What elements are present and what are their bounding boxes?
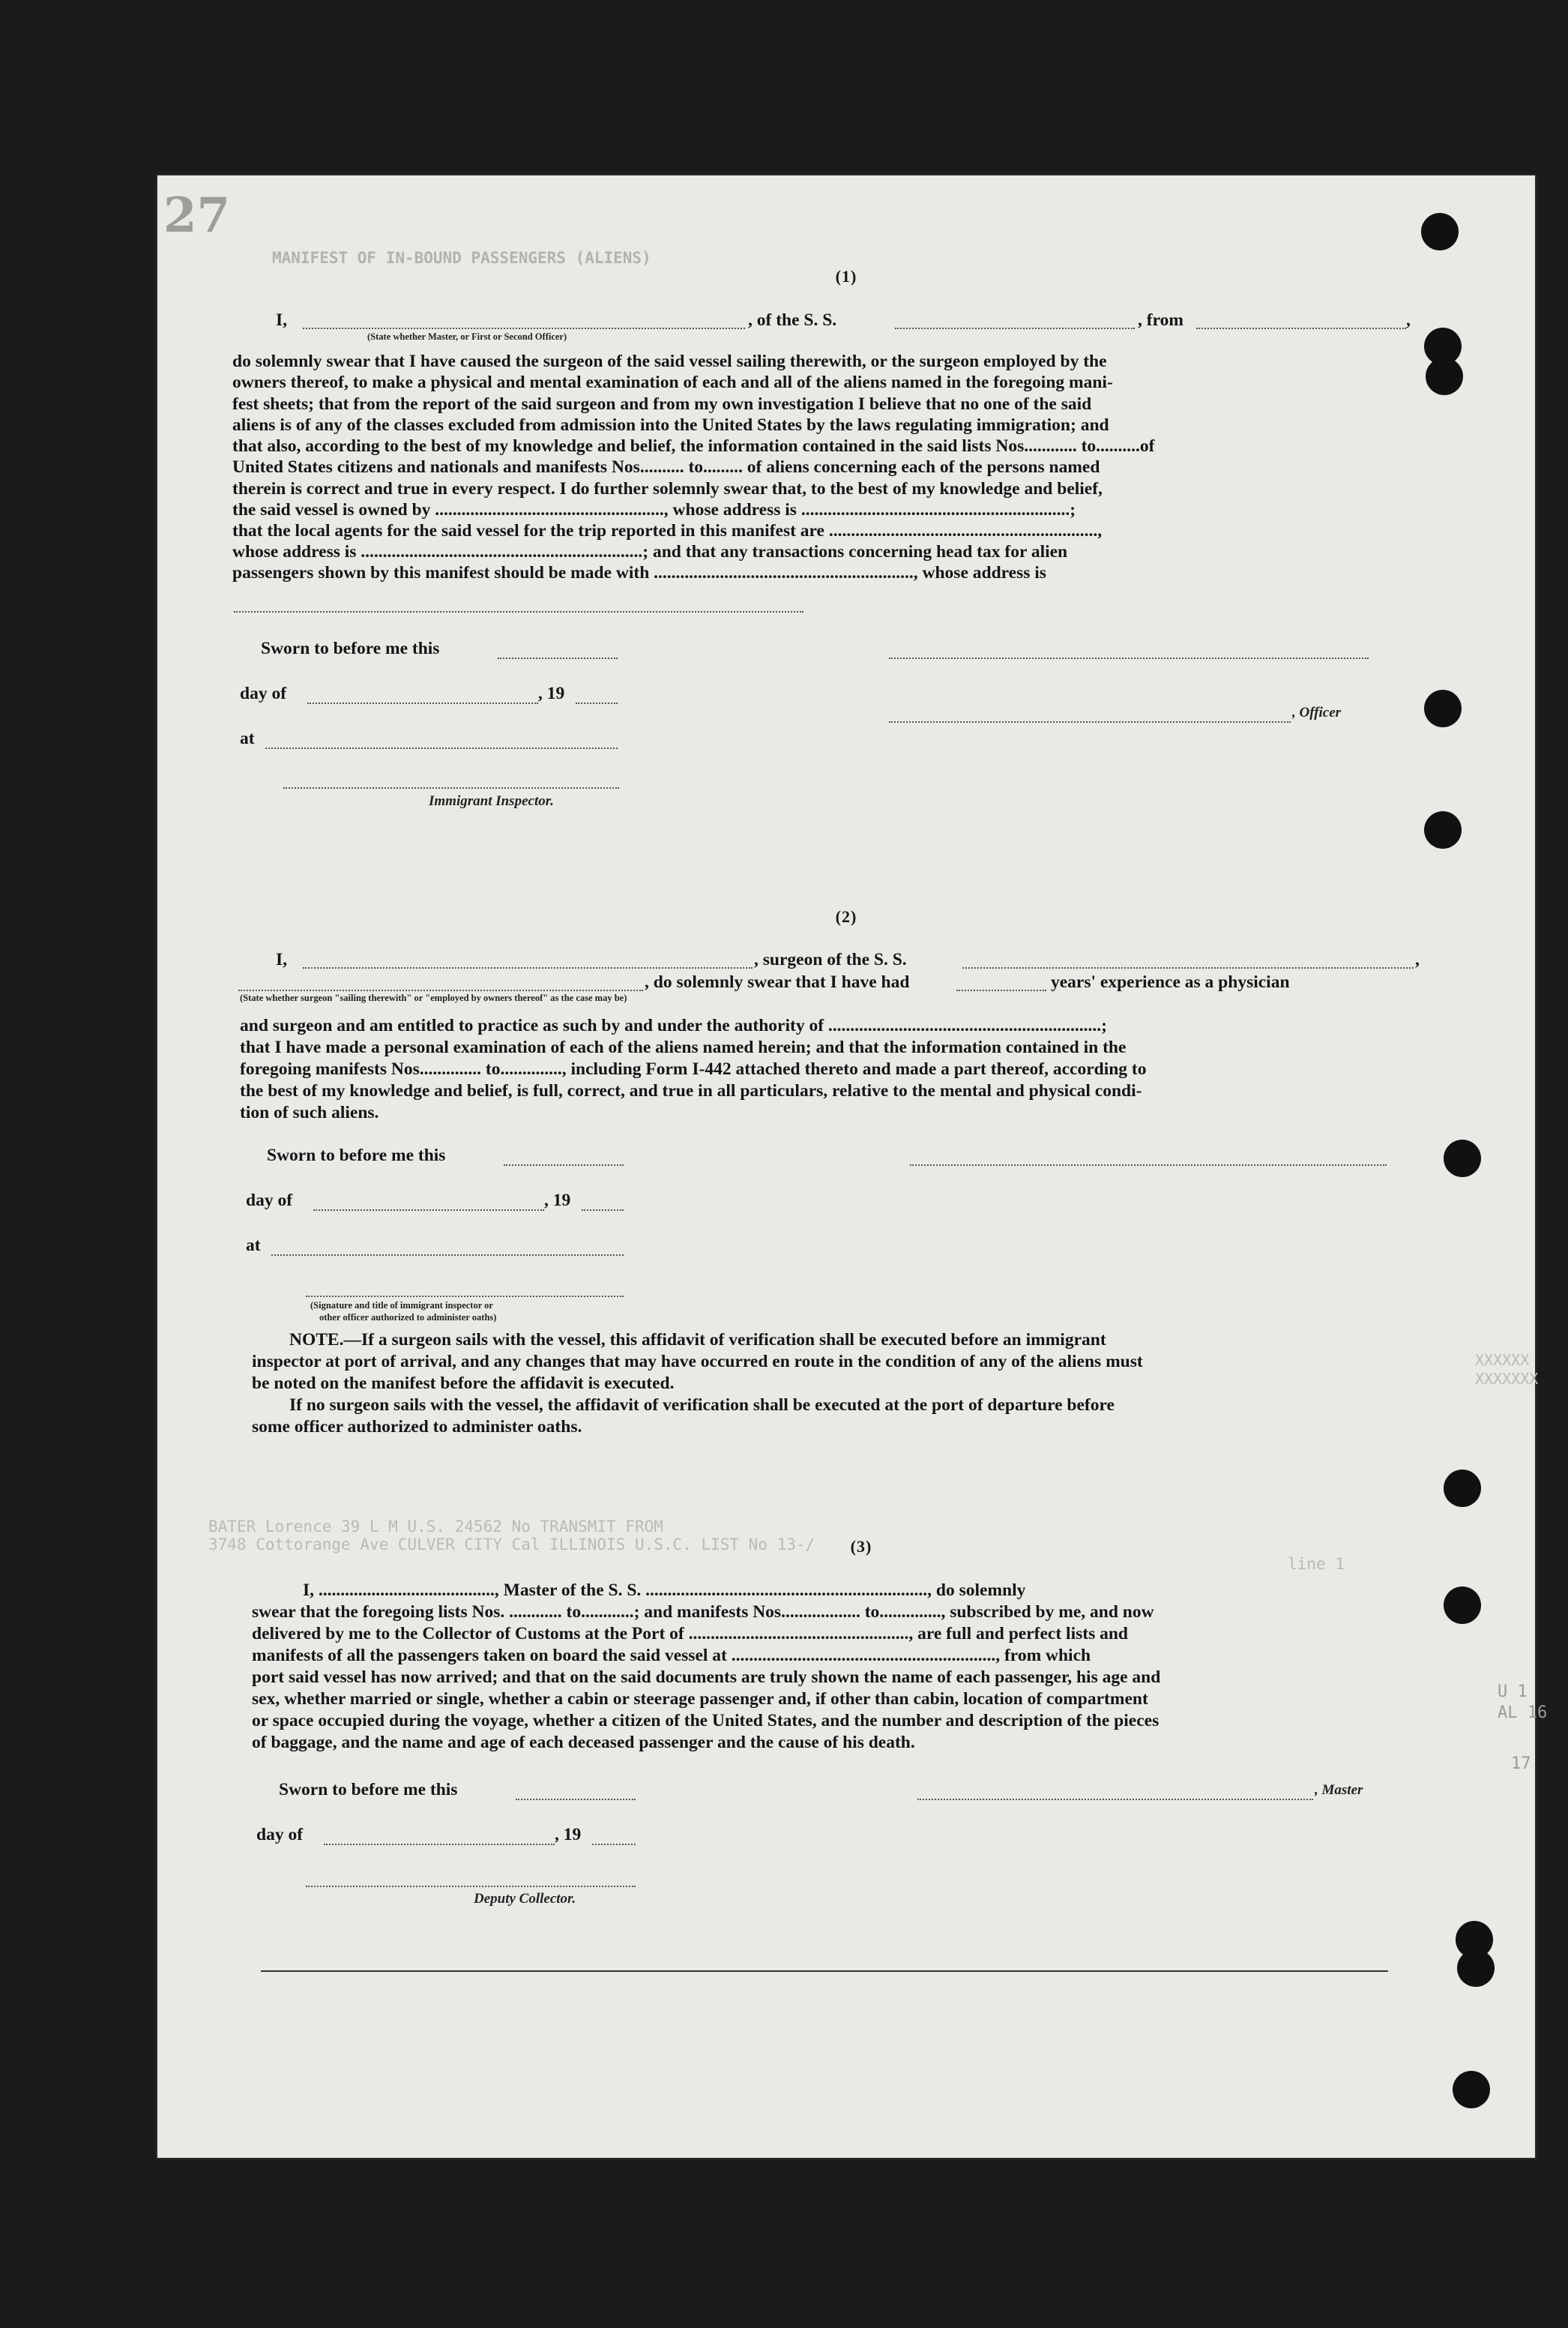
blank-sworn bbox=[498, 658, 618, 659]
collector-label: Deputy Collector. bbox=[474, 1891, 576, 1907]
blank-officer-signature bbox=[889, 658, 1369, 659]
s1-text-line: fest sheets; that from the report of the said surgeon and from my own investigation I believe that no one of the said bbox=[232, 394, 1092, 414]
blank-officer-title bbox=[889, 721, 1291, 723]
section-3-number: (3) bbox=[850, 1537, 872, 1556]
binder-hole bbox=[1444, 1140, 1481, 1177]
s3-text-line: sex, whether married or single, whether a cabin or steerage passenger and, if other than cabin, location of compartment bbox=[252, 1689, 1148, 1709]
faded-entry-1: BATER Lorence 39 L M U.S. 24562 No TRANSMIT FROM bbox=[208, 1518, 663, 1536]
blank-s3-year bbox=[592, 1844, 636, 1845]
binder-hole bbox=[1426, 358, 1463, 395]
binder-hole bbox=[1457, 1949, 1495, 1987]
binder-hole bbox=[1424, 690, 1462, 727]
margin-note-1: XXXXXX bbox=[1475, 1351, 1530, 1369]
faded-entry-3: line 1 bbox=[1288, 1555, 1345, 1573]
s3-text-line: of baggage, and the name and age of each deceased passenger and the cause of his death. bbox=[252, 1733, 915, 1752]
margin-note-3: U 1 bbox=[1498, 1682, 1528, 1701]
s2-year: , 19 bbox=[544, 1191, 571, 1210]
s3-year: , 19 bbox=[555, 1825, 582, 1844]
s2-sig-caption-2: other officer authorized to administer oaths) bbox=[319, 1312, 497, 1323]
blank-s3-sworn bbox=[516, 1799, 636, 1800]
margin-note-2: XXXXXXX bbox=[1475, 1370, 1539, 1388]
blank-vessel bbox=[895, 328, 1135, 329]
blank-collector-signature bbox=[306, 1886, 636, 1887]
s3-text-line: delivered by me to the Collector of Customs at the Port of .................................................., are full and perfect lists and bbox=[252, 1624, 1128, 1643]
binder-hole bbox=[1444, 1586, 1481, 1624]
blank-inspector-signature bbox=[283, 787, 619, 789]
s2-text-line: tion of such aliens. bbox=[240, 1103, 379, 1122]
s1-text-line: whose address is ................................................................; and that any transactions concerning head tax for alien bbox=[232, 542, 1068, 562]
blank-s2-year bbox=[582, 1209, 624, 1211]
s2-sworn: Sworn to before me this bbox=[267, 1146, 446, 1165]
blank-surgeon-name bbox=[303, 967, 753, 969]
binder-hole bbox=[1444, 1470, 1481, 1507]
s2-line1-i: I, bbox=[276, 950, 288, 969]
s1-line1-ss: , of the S. S. bbox=[748, 310, 837, 330]
faded-entry-2: 3748 Cottorange Ave CULVER CITY Cal ILLINOIS U.S.C. LIST No 13-/ bbox=[208, 1536, 815, 1553]
margin-note-4: AL 16 bbox=[1498, 1703, 1548, 1722]
blank-s2-day bbox=[313, 1209, 544, 1211]
corner-number: 27 bbox=[163, 187, 231, 244]
blank-s2-official bbox=[306, 1296, 624, 1297]
s1-text-line: do solemnly swear that I have caused the surgeon of the said vessel sailing therewith, or the surgeon employed by the bbox=[232, 352, 1107, 371]
note-line: be noted on the manifest before the affidavit is executed. bbox=[252, 1374, 675, 1393]
s1-text-line: United States citizens and nationals and manifests Nos.......... to......... of aliens concerning each of the persons named bbox=[232, 457, 1100, 477]
blank-master-signature bbox=[917, 1799, 1313, 1800]
note-line: If no surgeon sails with the vessel, the affidavit of verification shall be executed at the port of departure before bbox=[289, 1395, 1115, 1415]
s3-day-of: day of bbox=[256, 1825, 304, 1844]
blank-s2-at bbox=[271, 1254, 624, 1256]
blank-year bbox=[576, 703, 618, 704]
section-1-number: (1) bbox=[835, 267, 857, 286]
s2-line1-end: , bbox=[1415, 950, 1420, 969]
s1-text-line: that the local agents for the said vessel for the trip reported in this manifest are ............................................................., bbox=[232, 521, 1103, 541]
blank-at bbox=[265, 748, 618, 749]
s2-line2-years: years' experience as a physician bbox=[1051, 972, 1290, 992]
s1-line1-i: I, bbox=[276, 310, 288, 330]
s1-at: at bbox=[240, 729, 255, 748]
note-line: NOTE.—If a surgeon sails with the vessel, this affidavit of verification shall be executed before an immigrant bbox=[289, 1330, 1106, 1350]
s2-line1-ss: , surgeon of the S. S. bbox=[754, 950, 907, 969]
blank-day bbox=[307, 703, 538, 704]
s1-text-line: passengers shown by this manifest should be made with ..........................................................., whose address is bbox=[232, 563, 1046, 583]
margin-note-5: 17 bbox=[1511, 1754, 1531, 1773]
blank-s2-signature bbox=[910, 1164, 1387, 1166]
bottom-rule bbox=[261, 1970, 1388, 1972]
faded-title: MANIFEST OF IN-BOUND PASSENGERS (ALIENS) bbox=[272, 249, 651, 267]
s2-line2-swear: , do solemnly swear that I have had bbox=[645, 972, 910, 992]
s1-text-line: that also, according to the best of my knowledge and belief, the information contained in the said lists Nos............ to..........of bbox=[232, 436, 1155, 456]
s1-caption: (State whether Master, or First or Second Officer) bbox=[367, 331, 567, 342]
s2-caption: (State whether surgeon "sailing therewith" or "employed by owners thereof" as the case may be) bbox=[240, 993, 627, 1003]
s3-text-line: I, ........................................, Master of the S. S. ................................................................, do solemnly bbox=[303, 1580, 1026, 1600]
s1-text-line: aliens is of any of the classes excluded from admission into the United States by the laws regulating immigration; and bbox=[232, 415, 1109, 435]
manifest-page bbox=[156, 174, 1548, 2159]
blank-address bbox=[234, 611, 803, 613]
note-line: inspector at port of arrival, and any changes that may have occurred en route in the condition of any of the aliens must bbox=[252, 1352, 1143, 1371]
s2-text-line: the best of my knowledge and belief, is full, correct, and true in all particulars, relative to the mental and physical condi- bbox=[240, 1081, 1142, 1101]
blank-s2-sworn bbox=[504, 1164, 624, 1166]
blank-from bbox=[1196, 328, 1406, 329]
s2-text-line: that I have made a personal examination of each of the aliens named herein; and that the information contained in the bbox=[240, 1038, 1127, 1057]
s1-text-line: owners thereof, to make a physical and mental examination of each and all of the aliens named in the foregoing mani- bbox=[232, 373, 1113, 392]
s1-text-line: therein is correct and true in every respect. I do further solemnly swear that, to the best of my knowledge and belief, bbox=[232, 479, 1103, 499]
inspector-label: Immigrant Inspector. bbox=[429, 793, 554, 809]
blank-officer bbox=[303, 328, 745, 329]
s3-text-line: manifests of all the passengers taken on board the said vessel at ............................................................, from which bbox=[252, 1646, 1091, 1665]
binder-hole bbox=[1421, 213, 1459, 250]
master-label: , Master bbox=[1315, 1782, 1363, 1798]
s3-text-line: port said vessel has now arrived; and that on the said documents are truly shown the name of each passenger, his age and bbox=[252, 1667, 1161, 1687]
blank-years bbox=[956, 990, 1046, 991]
binder-hole bbox=[1453, 2071, 1490, 2108]
binder-hole bbox=[1424, 811, 1462, 849]
s2-text-line: and surgeon and am entitled to practice as such by and under the authority of ..............................................................; bbox=[240, 1016, 1107, 1035]
officer-label: , Officer bbox=[1292, 705, 1342, 721]
note-line: some officer authorized to administer oaths. bbox=[252, 1417, 582, 1437]
s1-line1-end: , bbox=[1406, 310, 1411, 330]
section-2-number: (2) bbox=[835, 907, 857, 926]
s1-sworn: Sworn to before me this bbox=[261, 639, 440, 658]
blank-s3-day bbox=[324, 1844, 555, 1845]
s2-sig-caption-1: (Signature and title of immigrant inspector or bbox=[310, 1300, 493, 1311]
s3-text-line: or space occupied during the voyage, whether a citizen of the United States, and the number and description of the pieces bbox=[252, 1711, 1160, 1730]
s2-text-line: foregoing manifests Nos.............. to.............., including Form I-442 attached thereto and made a part thereof, according to bbox=[240, 1059, 1147, 1079]
s1-year: , 19 bbox=[538, 684, 565, 703]
s1-text-line: the said vessel is owned by ...................................................., whose address is .............................................................; bbox=[232, 500, 1076, 520]
blank-surgeon-vessel bbox=[962, 967, 1414, 969]
s1-line1-from: , from bbox=[1138, 310, 1183, 330]
s2-day-of: day of bbox=[246, 1191, 293, 1210]
s3-sworn: Sworn to before me this bbox=[279, 1780, 458, 1799]
blank-surgeon-type bbox=[238, 990, 643, 991]
s1-day-of: day of bbox=[240, 684, 287, 703]
s3-text-line: swear that the foregoing lists Nos. ............ to............; and manifests Nos.................. to.............., subscribed by me, and now bbox=[252, 1602, 1154, 1622]
s2-at: at bbox=[246, 1236, 261, 1255]
